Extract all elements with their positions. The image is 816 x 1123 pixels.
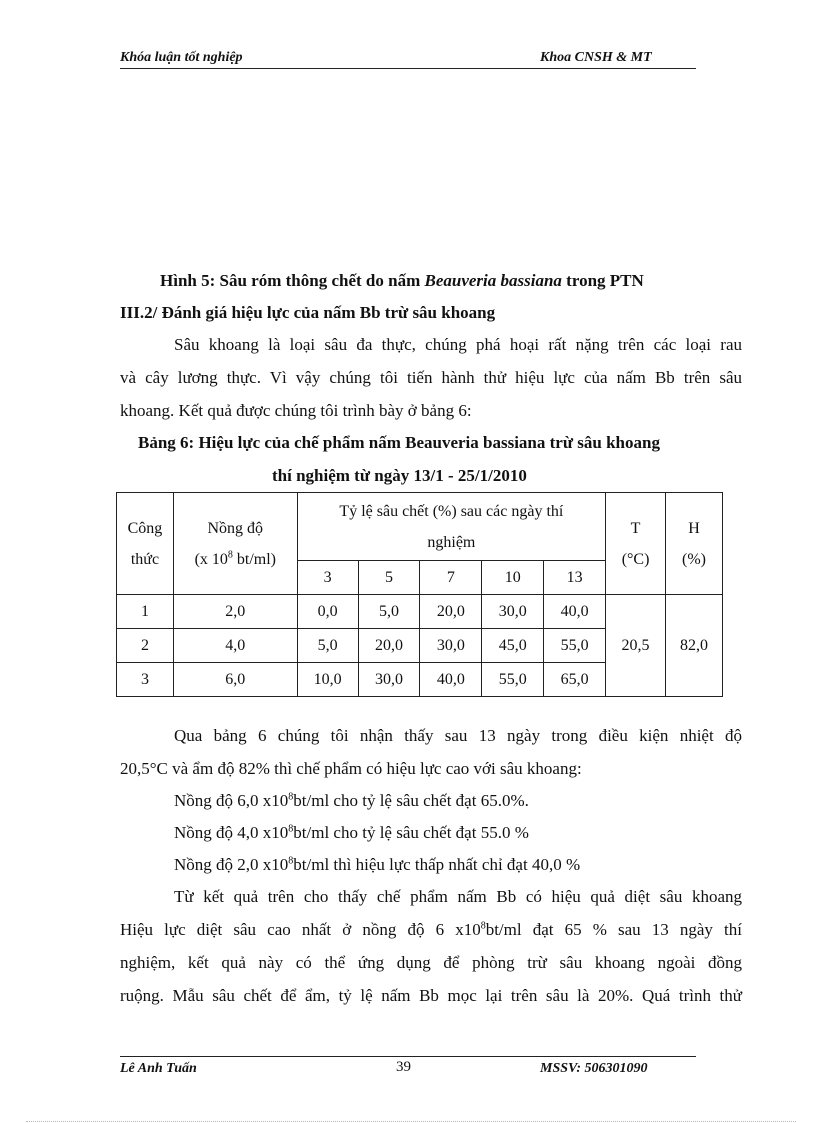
conclusion-line-4: ruộng. Mẫu sâu chết để ẩm, tỷ lệ nấm Bb mọc lại trên sâu là 20%. Quá trình thử xyxy=(120,986,742,1005)
cell-concentration: 2,0 xyxy=(173,595,297,629)
cell-mortality: 45,0 xyxy=(482,629,544,663)
table-subtitle: thí nghiệm từ ngày 13/1 - 25/1/2010 xyxy=(272,466,527,485)
intro-line-2: và cây lương thực. Vì vậy chúng tôi tiến hành thử hiệu lực của nấm Bb trên sâu xyxy=(120,368,742,387)
cell-humidity: 82,0 xyxy=(666,595,723,697)
conclusion-line-2: Hiệu lực diệt sâu cao nhất ở nồng độ 6 $x10^8bt/ml$ đạt 65 % sau 13 ngày thí xyxy=(120,920,742,939)
page-header xyxy=(120,50,696,69)
page-footer xyxy=(120,1056,696,1077)
result-line-1: Qua bảng 6 chúng tôi nhận thấy sau 13 ngày trong điều kiện nhiệt độ xyxy=(174,726,742,745)
cell-mortality: 20,0 xyxy=(358,629,420,663)
header-day: 7 xyxy=(420,561,482,595)
page-number: 39 xyxy=(396,1059,411,1075)
cell-mortality: 5,0 xyxy=(358,595,420,629)
cell-mortality: 40,0 xyxy=(420,663,482,697)
cell-concentration: 4,0 xyxy=(173,629,297,663)
header-humidity: H (%) xyxy=(666,493,723,595)
footer-student-id: MSSV: 506301090 xyxy=(540,1061,648,1076)
cell-mortality: 65,0 xyxy=(544,663,606,697)
conclusion-line-3: nghiệm, kết quả này có thể ứng dụng để phòng trừ sâu khoang ngoài đồng xyxy=(120,953,742,972)
cell-mortality: 5,0 xyxy=(297,629,358,663)
header-thesis-label: Khóa luận tốt nghiệp xyxy=(120,50,243,65)
cell-mortality: 20,0 xyxy=(420,595,482,629)
intro-line-1: Sâu khoang là loại sâu đa thực, chúng phá hoại rất nặng trên các loại rau xyxy=(174,335,742,354)
result-line-2: 20,5°C và ẩm độ 82% thì chế phẩm có hiệu lực cao với sâu khoang: xyxy=(120,759,582,778)
conclusion-line-1: Từ kết quả trên cho thấy chế phẩm nấm Bb có hiệu quả diệt sâu khoang xyxy=(174,887,742,906)
efficacy-table xyxy=(116,492,723,697)
cell-mortality: 55,0 xyxy=(482,663,544,697)
figure-caption: Hình 5: Sâu róm thông chết do nấm Beauveria bassiana trong PTN xyxy=(160,271,644,290)
header-day: 10 xyxy=(482,561,544,595)
cell-formula: 3 xyxy=(117,663,174,697)
header-day: 3 xyxy=(297,561,358,595)
intro-line-3: khoang. Kết quả được chúng tôi trình bày ở bảng 6: xyxy=(120,401,472,420)
section-heading: III.2/ Đánh giá hiệu lực của nấm Bb trừ sâu khoang xyxy=(120,303,496,322)
result-item: Nồng độ 4,0 $x10^8bt/ml$ cho tỷ lệ sâu chết đạt 55.0 % xyxy=(174,823,529,842)
cell-mortality: 0,0 xyxy=(297,595,358,629)
footer-author: Lê Anh Tuấn xyxy=(120,1061,197,1076)
cell-mortality: 55,0 xyxy=(544,629,606,663)
result-item: Nồng độ 6,0 $x10^8bt/ml$ cho tỷ lệ sâu chết đạt 65.0%. xyxy=(174,791,529,810)
cell-formula: 1 xyxy=(117,595,174,629)
table-row xyxy=(117,595,723,629)
header-temperature: T (°C) xyxy=(606,493,666,595)
page-edge-divider xyxy=(26,1121,796,1122)
header-formula: Công thức xyxy=(117,493,174,595)
cell-formula: 2 xyxy=(117,629,174,663)
header-day: 13 xyxy=(544,561,606,595)
cell-mortality: 40,0 xyxy=(544,595,606,629)
table-title: Bảng 6: Hiệu lực của chế phẩm nấm Beauveria bassiana trừ sâu khoang xyxy=(138,433,660,452)
cell-mortality: 30,0 xyxy=(358,663,420,697)
cell-mortality: 10,0 xyxy=(297,663,358,697)
result-item: Nồng độ 2,0 $x10^8bt/ml$ thì hiệu lực thấp nhất chỉ đạt 40,0 % xyxy=(174,855,581,874)
header-mortality: Tỷ lệ sâu chết (%) sau các ngày thí nghiệm xyxy=(297,493,605,561)
cell-concentration: 6,0 xyxy=(173,663,297,697)
cell-mortality: 30,0 xyxy=(420,629,482,663)
header-faculty-label: Khoa CNSH & MT xyxy=(540,50,652,65)
header-day: 5 xyxy=(358,561,420,595)
cell-mortality: 30,0 xyxy=(482,595,544,629)
header-concentration: Nồng độ (x $10^8$ bt/ml) xyxy=(173,493,297,595)
cell-temperature: 20,5 xyxy=(606,595,666,697)
figure-species: Beauveria bassiana xyxy=(424,271,562,290)
